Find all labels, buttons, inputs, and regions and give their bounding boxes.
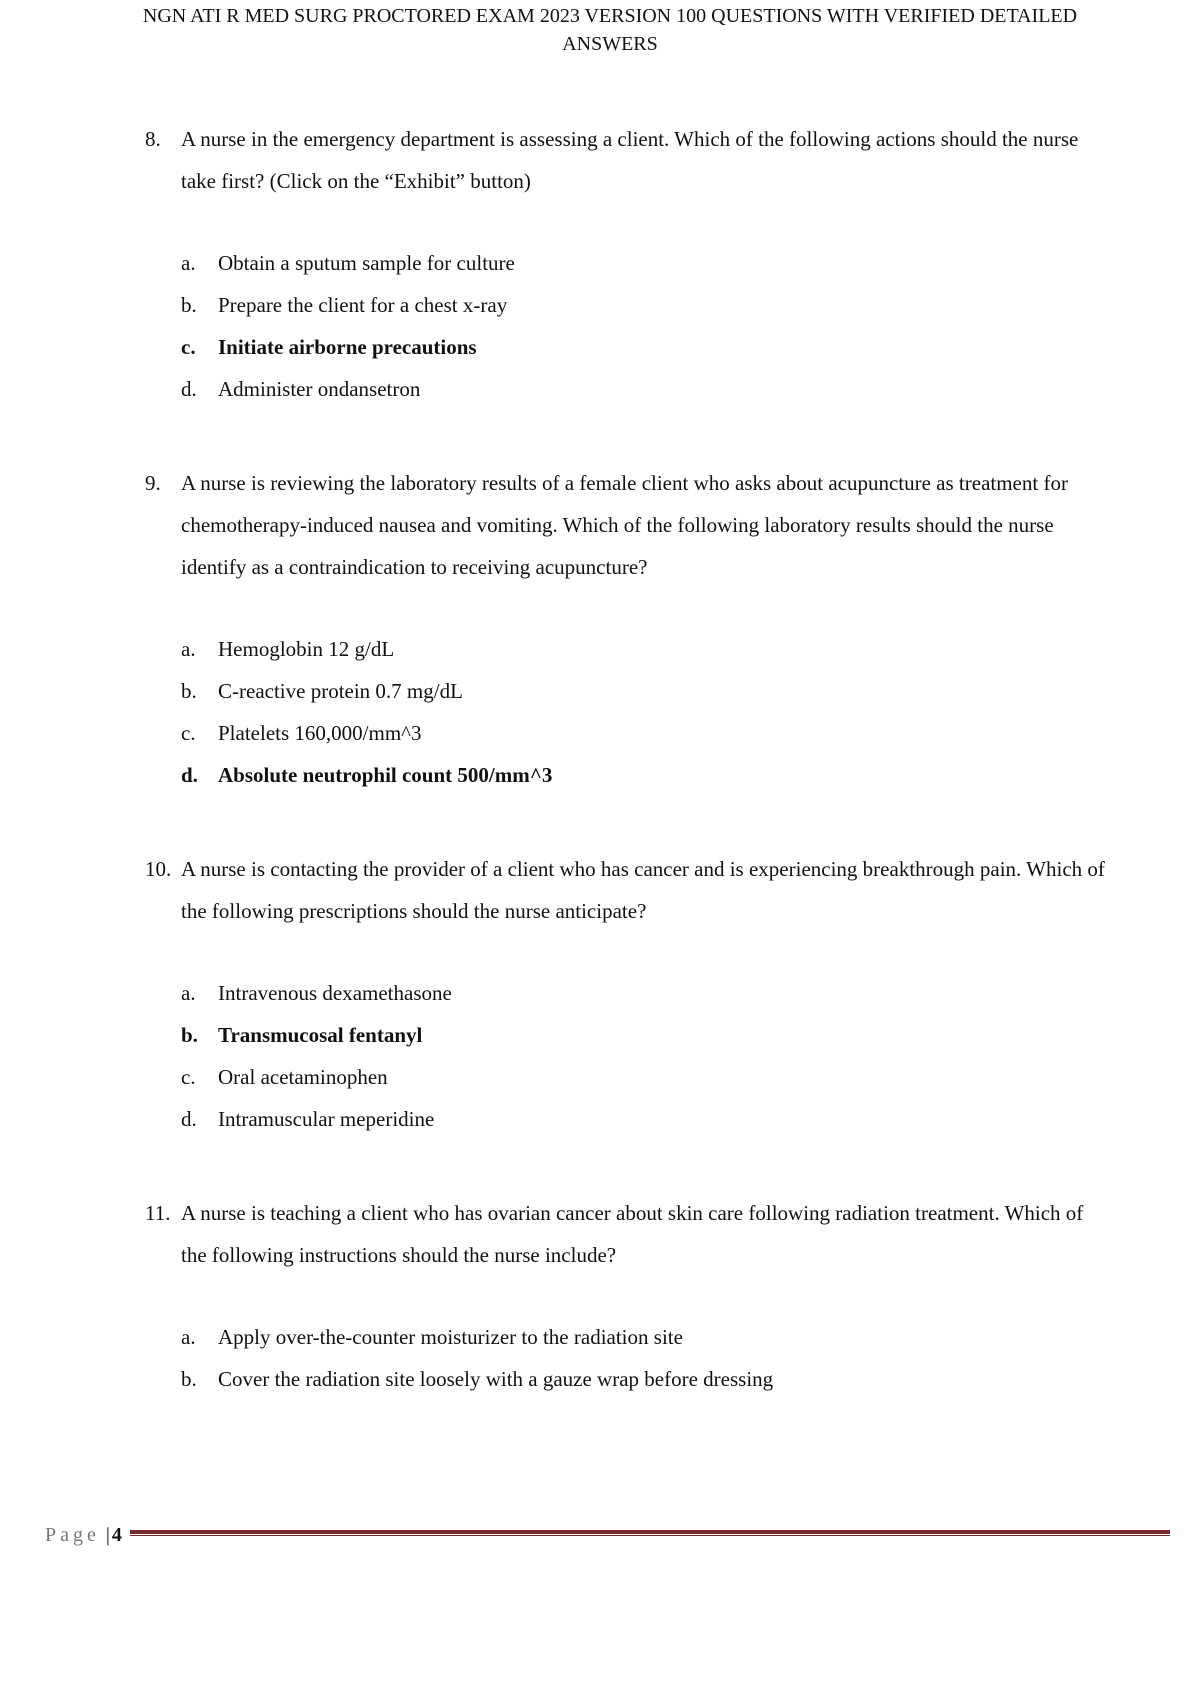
option-text: Transmucosal fentanyl	[218, 1023, 423, 1047]
question-number: 11.	[145, 1201, 171, 1225]
option-letter: a.	[181, 637, 196, 661]
answer-option	[181, 368, 1105, 410]
question-10	[145, 848, 1105, 1140]
option-text: Intravenous dexamethasone	[218, 981, 452, 1005]
option-letter: d.	[181, 377, 197, 401]
option-text: Obtain a sputum sample for culture	[218, 251, 515, 275]
option-letter: a.	[181, 1325, 196, 1349]
question-8	[145, 118, 1105, 410]
answer-option	[181, 670, 1105, 712]
option-text: Oral acetaminophen	[218, 1065, 388, 1089]
question-text: A nurse is teaching a client who has ovarian cancer about skin care following radiation treatment. Which of the following instructions should the nurse include?	[181, 1201, 1084, 1267]
option-text: Cover the radiation site loosely with a gauze wrap before dressing	[218, 1367, 774, 1391]
answer-options	[145, 242, 1105, 410]
answer-option-correct	[181, 326, 1105, 368]
option-letter: b.	[181, 293, 197, 317]
page-label: Page	[45, 1524, 100, 1546]
page-separator: |	[105, 1524, 110, 1546]
answer-option	[181, 1056, 1105, 1098]
answer-option	[181, 1098, 1105, 1140]
option-letter: b.	[181, 1023, 198, 1047]
option-letter: a.	[181, 251, 196, 275]
question-11	[145, 1192, 1105, 1400]
option-text: Absolute neutrophil count 500/mm^3	[218, 763, 553, 787]
option-text: Administer ondansetron	[218, 377, 421, 401]
answer-options	[145, 972, 1105, 1140]
option-text: Apply over-the-counter moisturizer to the radiation site	[218, 1325, 683, 1349]
option-letter: b.	[181, 679, 197, 703]
option-letter: b.	[181, 1367, 197, 1391]
page-number: 4	[111, 1524, 122, 1546]
question-text: A nurse is reviewing the laboratory results of a female client who asks about acupuncture as treatment for chemotherapy-induced nausea and vomiting. Which of the following laboratory results should the nurse identify as a contraindication to receiving acupuncture?	[181, 471, 1068, 579]
option-letter: c.	[181, 721, 196, 745]
answer-option	[181, 284, 1105, 326]
question-9	[145, 462, 1105, 796]
option-letter: a.	[181, 981, 196, 1005]
option-text: Hemoglobin 12 g/dL	[218, 637, 395, 661]
option-letter: c.	[181, 1065, 196, 1089]
answer-option	[181, 972, 1105, 1014]
answer-option-correct	[181, 1014, 1105, 1056]
answer-options	[145, 628, 1105, 796]
answer-option	[181, 712, 1105, 754]
question-number: 8.	[145, 127, 161, 151]
header-title-line-1: NGN ATI R MED SURG PROCTORED EXAM 2023 VERSION 100 QUESTIONS WITH VERIFIED DETAILED	[142, 5, 1078, 27]
option-text: Initiate airborne precautions	[218, 335, 477, 359]
answer-option-correct	[181, 754, 1105, 796]
question-number: 9.	[145, 471, 161, 495]
option-text: Platelets 160,000/mm^3	[218, 721, 422, 745]
question-text: A nurse in the emergency department is assessing a client. Which of the following actions should the nurse take first? (Click on the “Exhibit” button)	[181, 127, 1079, 193]
answer-option	[181, 628, 1105, 670]
option-letter: d.	[181, 763, 198, 787]
footer-divider	[130, 1530, 1170, 1536]
answer-option	[181, 1316, 1105, 1358]
page-footer	[45, 1524, 122, 1547]
document-header	[60, 2, 1160, 58]
question-text: A nurse is contacting the provider of a client who has cancer and is experiencing breakthrough pain. Which of the following prescriptions should the nurse anticipate?	[181, 857, 1105, 923]
answer-option	[181, 1358, 1105, 1400]
option-text: Intramuscular meperidine	[218, 1107, 435, 1131]
header-title-line-2: ANSWERS	[562, 33, 658, 55]
option-letter: d.	[181, 1107, 197, 1131]
option-letter: c.	[181, 335, 196, 359]
answer-options	[145, 1316, 1105, 1400]
question-number: 10.	[145, 857, 172, 881]
option-text: C-reactive protein 0.7 mg/dL	[218, 679, 463, 703]
option-text: Prepare the client for a chest x-ray	[218, 293, 508, 317]
answer-option	[181, 242, 1105, 284]
